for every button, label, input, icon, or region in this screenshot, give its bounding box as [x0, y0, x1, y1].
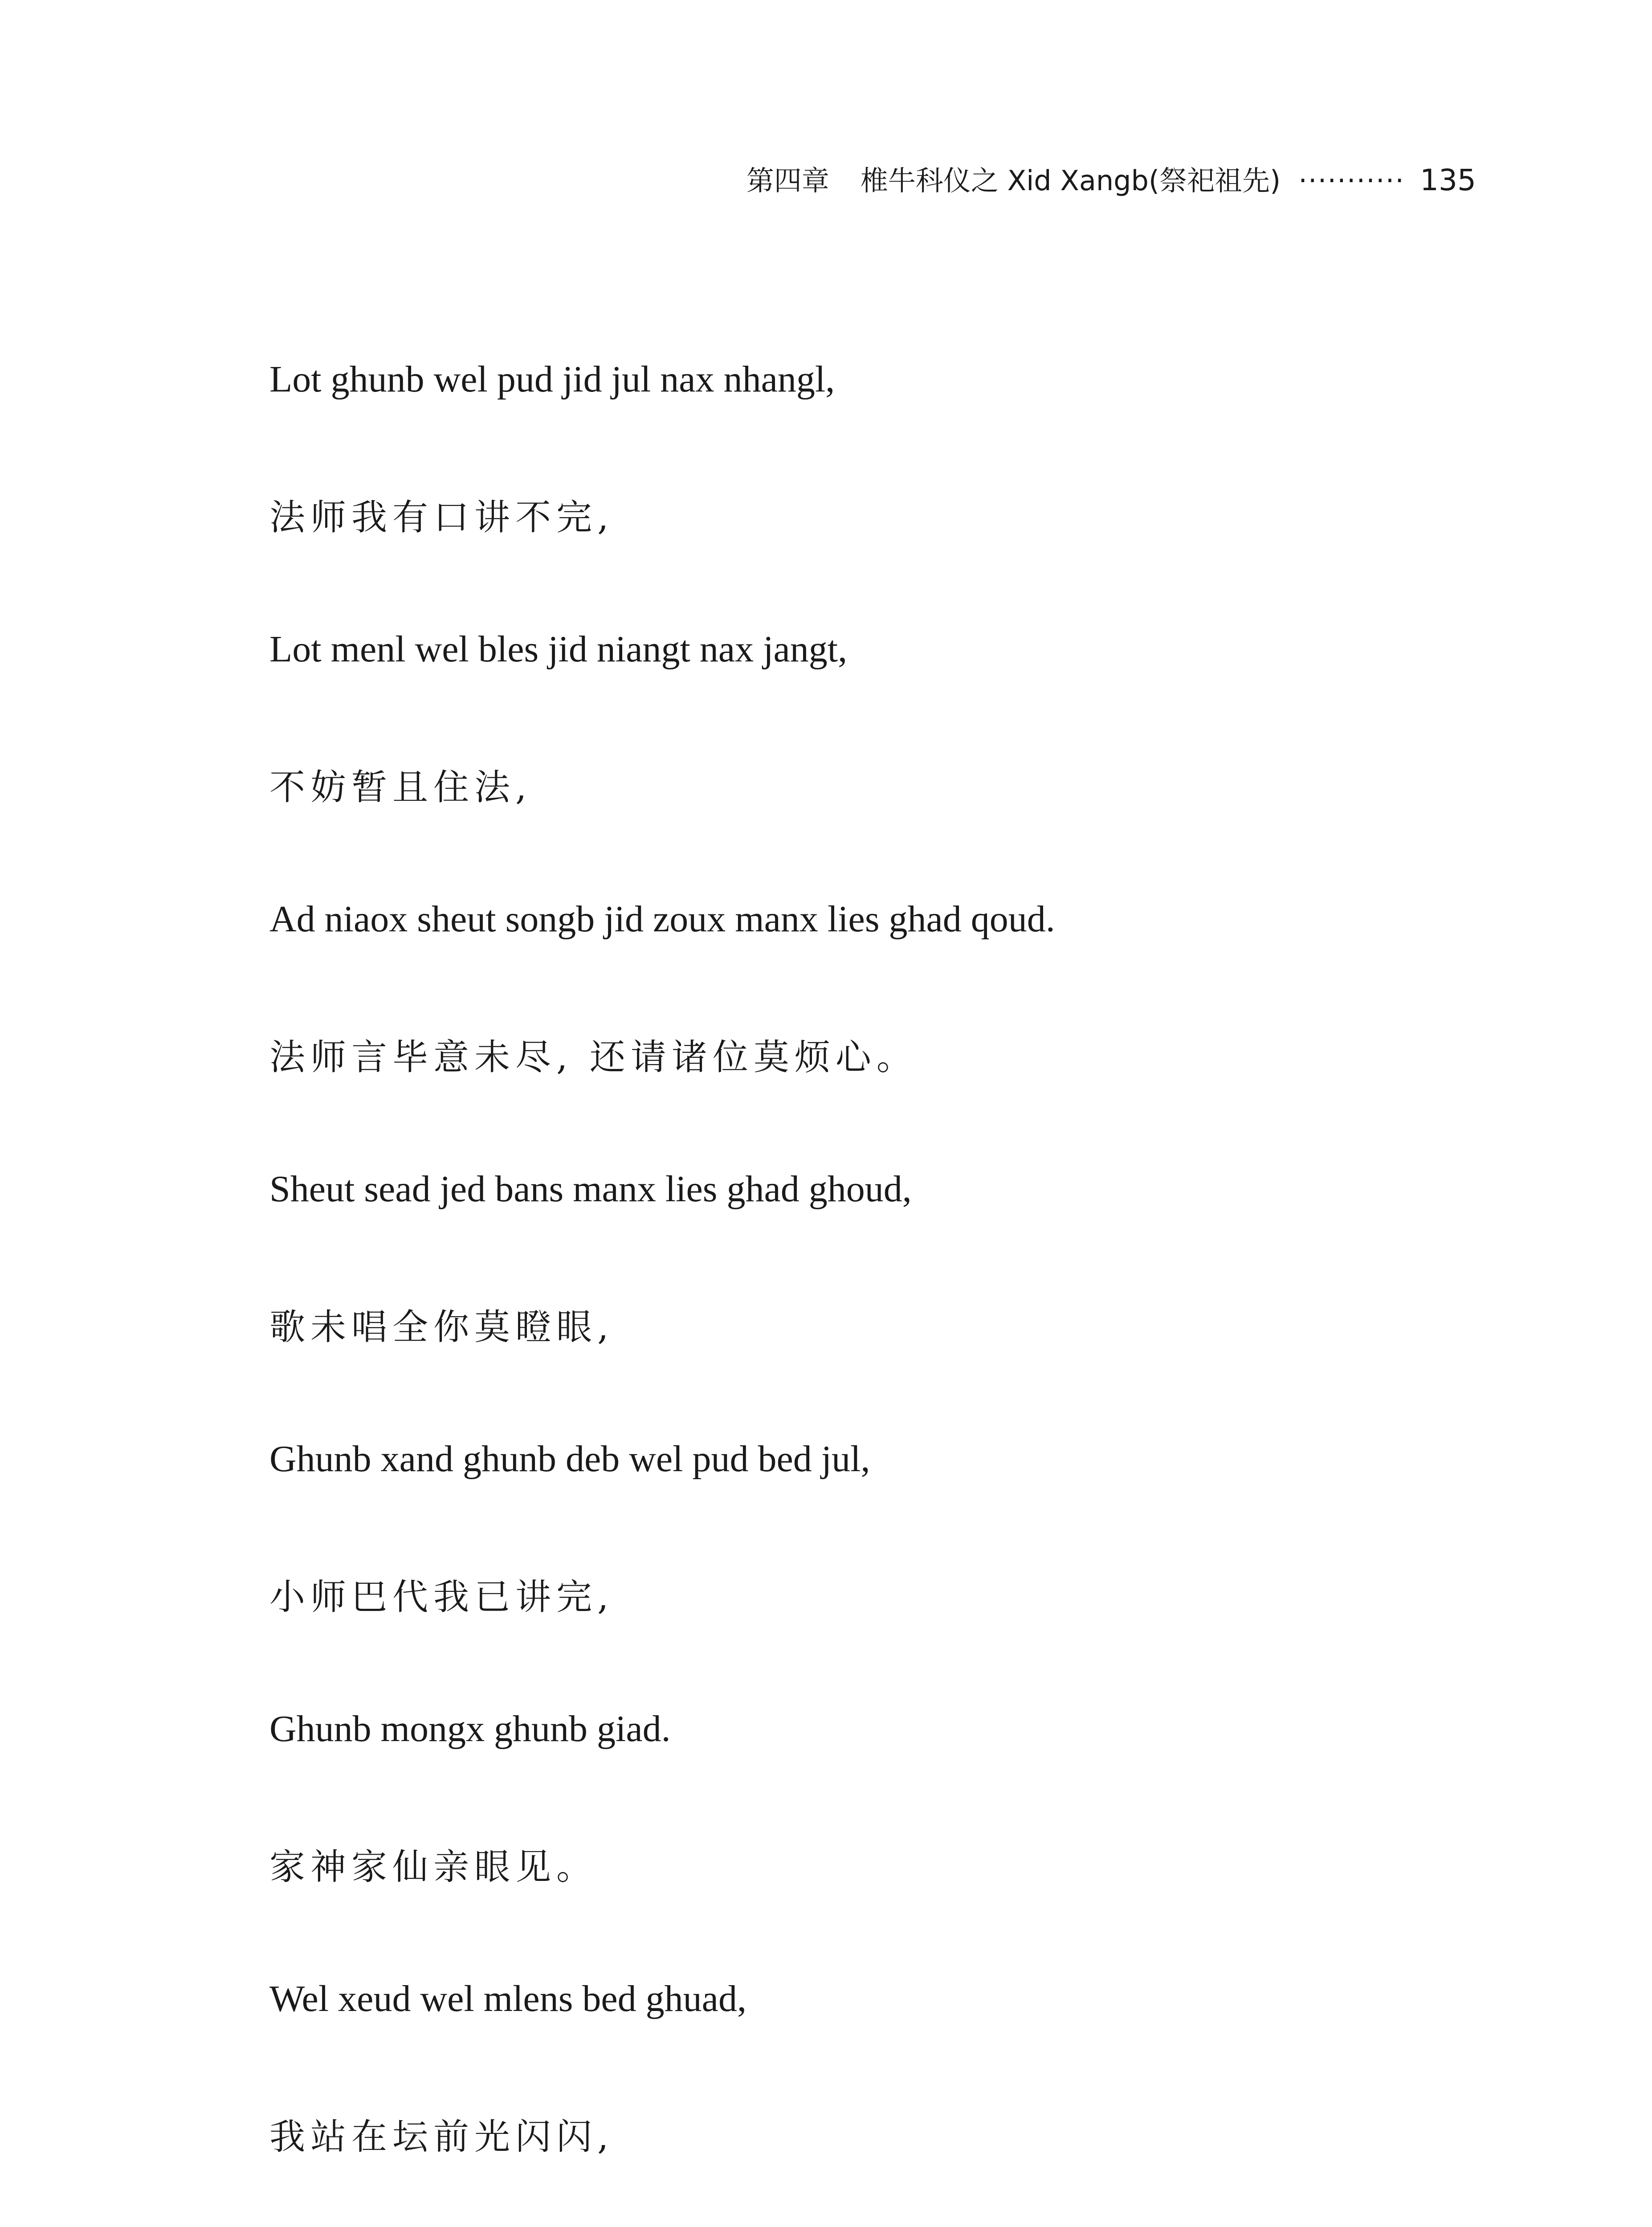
- miao-verse-line: Ghunb mongx ghunb giad.: [269, 1708, 671, 1750]
- miao-verse-line: Ghunb xand ghunb deb wel pud bed jul,: [269, 1438, 870, 1480]
- miao-verse-line: Wel xeud wel mlens bed ghuad,: [269, 1978, 746, 2019]
- chinese-translation-line: 我站在坛前光闪闪,: [269, 2116, 614, 2158]
- chinese-translation-line: 法师我有口讲不完,: [269, 497, 614, 538]
- running-header: [746, 160, 1476, 201]
- chinese-translation-line: 法师言毕意未尽, 还请诸位莫烦心。: [269, 1036, 918, 1078]
- chapter-label: 第四章: [746, 164, 829, 197]
- page-number: 135: [1420, 163, 1476, 197]
- chinese-translation-line: 歌未唱全你莫瞪眼,: [269, 1306, 614, 1348]
- chapter-title: 椎牛科仪之 Xid Xangb(祭祀祖先): [860, 164, 1281, 197]
- chinese-translation-line: 小师巴代我已讲完,: [269, 1576, 614, 1618]
- miao-verse-line: Lot ghunb wel pud jid jul nax nhangl,: [269, 359, 835, 400]
- chinese-translation-line: 不妨暂且住法,: [269, 767, 532, 808]
- chinese-translation-line: 家神家仙亲眼见。: [269, 1846, 597, 1888]
- dot-leader: ···········: [1298, 164, 1405, 197]
- verse-list: [269, 312, 1472, 2227]
- miao-verse-line: Lot menl wel bles jid niangt nax jangt,: [269, 628, 848, 670]
- miao-verse-line: Sheut sead jed bans manx lies ghad ghoud,: [269, 1168, 912, 1210]
- miao-verse-line: [269, 2201, 1472, 2227]
- miao-verse-line: Ad niaox sheut songb jid zoux manx lies ghad qoud.: [269, 898, 1055, 940]
